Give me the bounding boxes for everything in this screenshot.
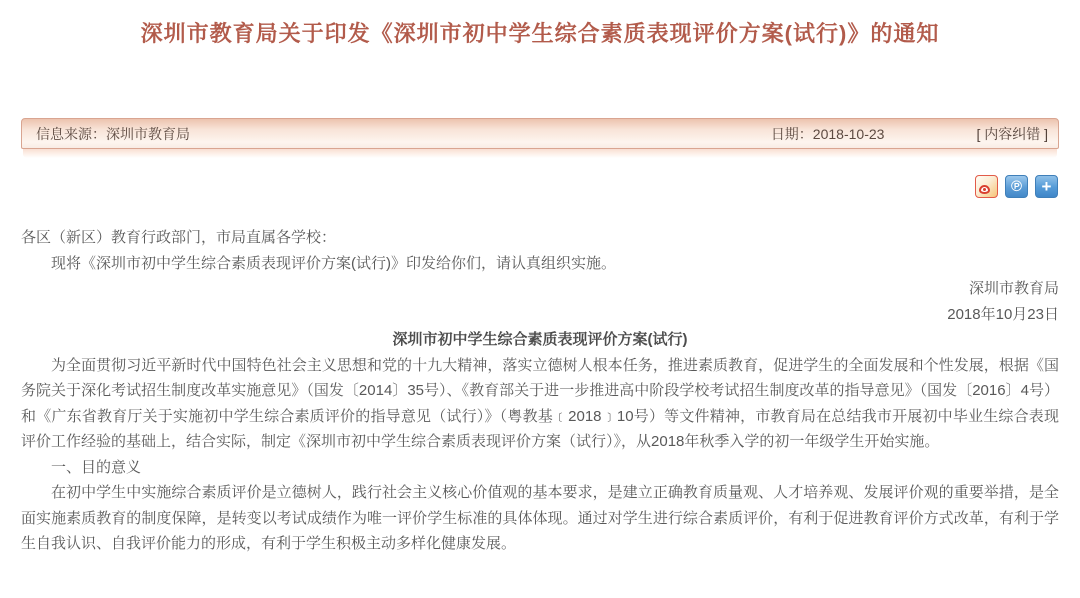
paragraph-preamble: 为全面贯彻习近平新时代中国特色社会主义思想和党的十九大精神，落实立德树人根本任务，推进素质教育，促进学生的全面发展和个性发展，根据《国务院关于深化考试招生制度改革实施意见》（国发〔2014〕35号）、《教育部关于进一步推进高中阶段学校考试招生制度改革的指导意见》（国发〔2016〕4号）和《广东省教育厅关于实施初中学生综合素质评价的指导意见（试行）》（粤教基﹝2018﹞10号）等文件精神，市教育局在总结我市开展初中毕业生综合表现评价工作经验的基础上，结合实际，制定《深圳市初中学生综合素质表现评价方案（试行）》，从2018年秋季入学的初一年级学生开始实施。: [21, 356, 1059, 450]
notice-body: [21, 225, 1059, 557]
publish-date-label: 日期：2018-10-23: [770, 125, 885, 142]
share-toolbar: [0, 175, 1058, 198]
meta-bar: [21, 118, 1059, 149]
more-share-icon[interactable]: +: [1035, 175, 1058, 198]
section-heading-1: 一、目的意义: [51, 458, 142, 476]
document-title: 深圳市初中学生综合素质表现评价方案(试行): [392, 331, 688, 348]
signature-org: 深圳市教育局: [968, 280, 1059, 297]
info-source-label: 信息来源：深圳市教育局: [36, 125, 190, 142]
salutation-line: 各区（新区）教育行政部门，市局直属各学校：: [21, 229, 337, 246]
signature-date: 2018年10月23日: [947, 305, 1059, 323]
paragraph-purpose: 在初中学生中实施综合素质评价是立德树人，践行社会主义核心价值观的基本要求，是建立正确教育质量观、人才培养观、发展评价观的重要举措，是全面实施素质教育的制度保障，是转变以考试成绩作为唯一评价学生标准的具体体现。通过对学生进行综合素质评价，有利于促进教育评价方式改革，有利于学生自我认识、自我评价能力的形成，有利于学生积极主动多样化健康发展。: [21, 484, 1059, 552]
meta-bar-shadow: [23, 149, 1057, 158]
intro-line: 现将《深圳市初中学生综合素质表现评价方案(试行)》印发给你们，请认真组织实施。: [51, 254, 616, 272]
pengyou-share-icon[interactable]: ℗: [1005, 175, 1028, 198]
meta-bar-wrap: [21, 118, 1059, 158]
content-correction-link[interactable]: [ 内容纠错 ]: [976, 125, 1048, 142]
weibo-share-icon[interactable]: [975, 175, 998, 198]
weibo-eye-glyph: [979, 185, 990, 194]
page-title: 深圳市教育局关于印发《深圳市初中学生综合素质表现评价方案(试行)》的通知: [140, 21, 940, 46]
